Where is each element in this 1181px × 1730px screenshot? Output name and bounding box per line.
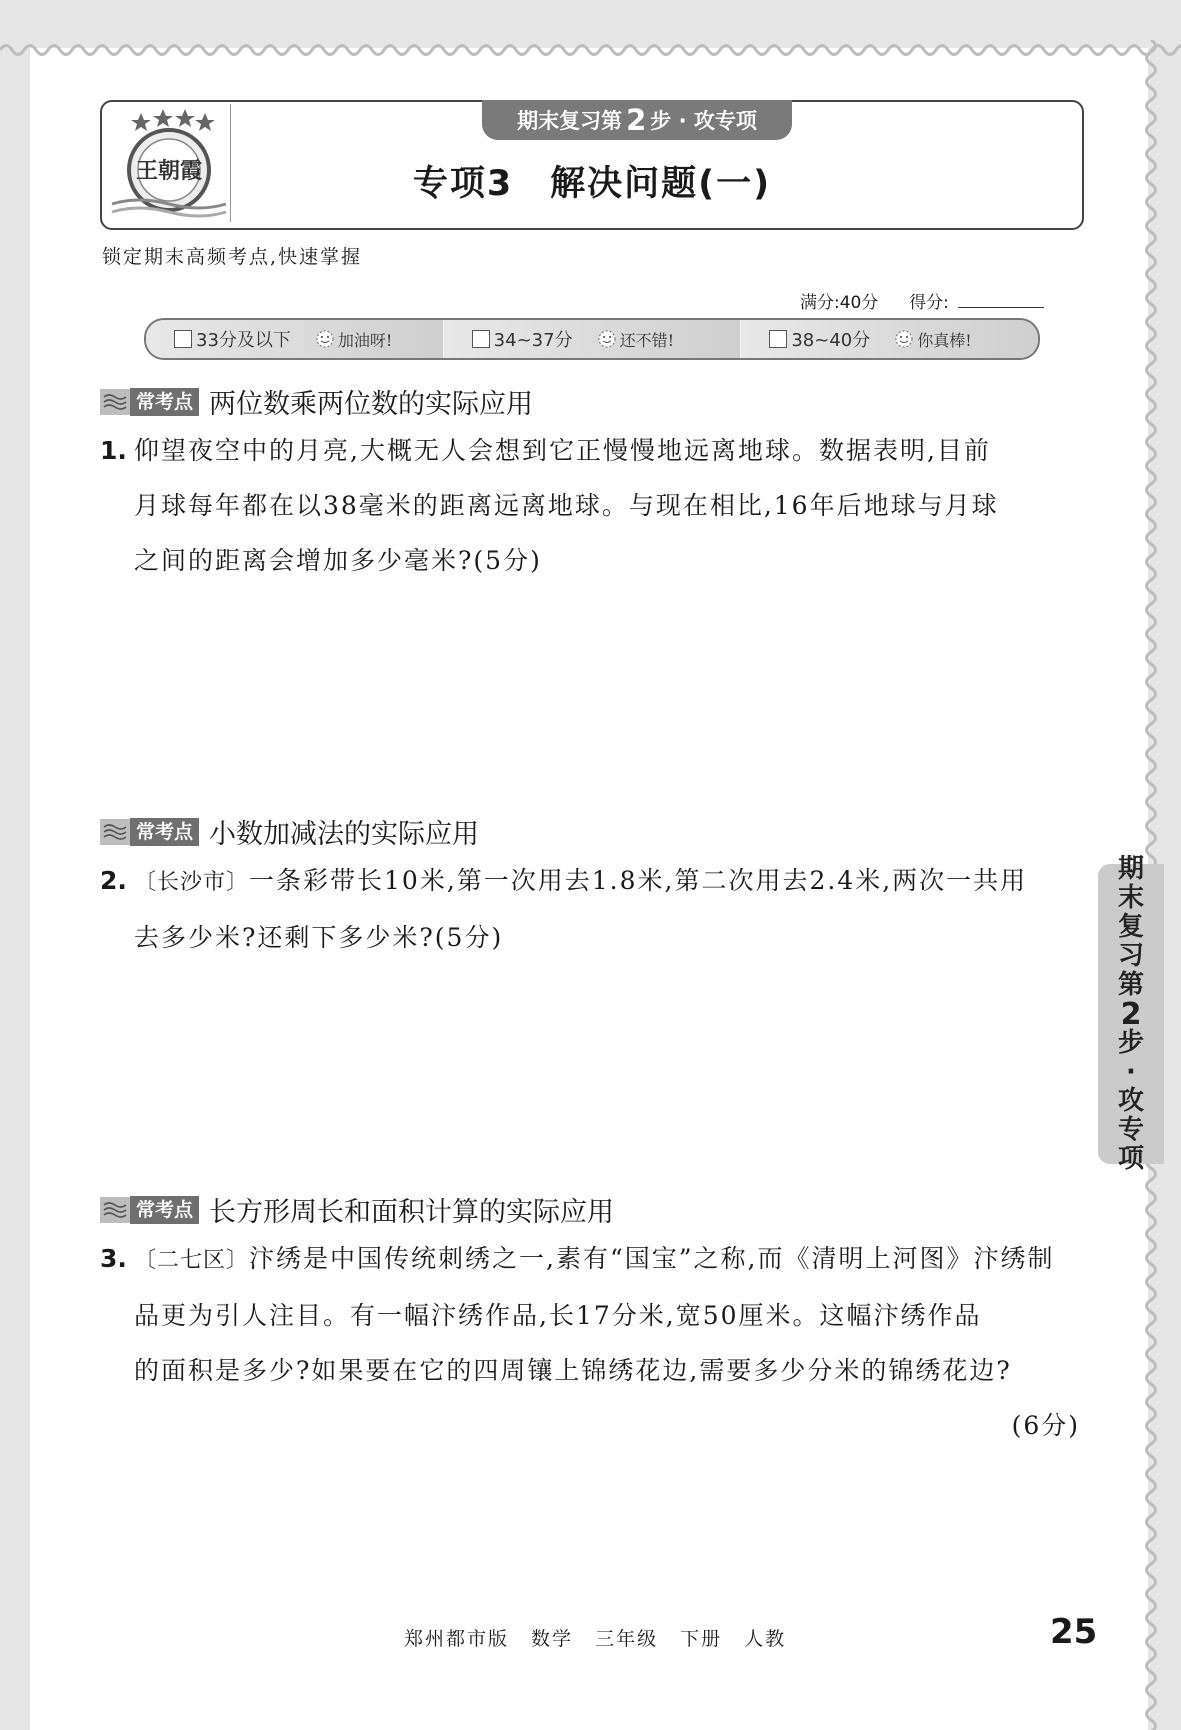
full-score-label: 满分:40分: [800, 293, 879, 313]
step-prefix: 期末复习第: [517, 109, 623, 133]
side-tab-char: 2: [1120, 996, 1142, 1032]
section-heading: [100, 1190, 614, 1229]
section-title: 两位数乘两位数的实际应用: [209, 389, 534, 420]
smiley-icon: [597, 329, 617, 349]
side-tab-char: 末: [1117, 882, 1144, 913]
question-line: 品更为引人注目。有一幅汴绣作品,长17分米,宽50厘米。这幅汴绣作品: [134, 1301, 982, 1330]
grade-option-low: [146, 320, 444, 358]
footer-info: 郑州都市版 数学 三年级 下册 人教: [404, 1628, 787, 1650]
section-heading: [100, 812, 479, 851]
tagline: 锁定期末高频考点,快速掌握: [102, 246, 363, 268]
grade-message: 你真棒!: [917, 330, 972, 350]
question-points: (6分): [1011, 1411, 1080, 1440]
question-number: 3.: [100, 1244, 127, 1273]
question-line: 月球每年都在以38毫米的距离远离地球。与现在相比,16年后地球与月球: [134, 491, 999, 520]
side-tab-char: 期: [1117, 853, 1144, 884]
question-region: 〔长沙市〕: [134, 870, 250, 895]
section-tag: 常考点: [130, 818, 199, 846]
grade-message: 还不错!: [619, 330, 674, 350]
side-tab-char: ·: [1126, 1056, 1136, 1087]
side-tab: [1098, 853, 1164, 1174]
side-tab-char: 第: [1117, 969, 1144, 1000]
question-2: [100, 853, 1080, 965]
section-title: 长方形周长和面积计算的实际应用: [209, 1197, 615, 1228]
side-tab-char: 步: [1117, 1027, 1144, 1058]
step-suffix: 步 · 攻专项: [650, 109, 757, 133]
step-number: 2: [626, 103, 647, 137]
grade-option-mid: [444, 320, 742, 358]
page-title: 专项3 解决问题(一): [412, 164, 772, 204]
smiley-icon: [894, 329, 914, 349]
question-line: 之间的距离会增加多少毫米?(5分): [134, 546, 542, 575]
question-line: 1. 仰望夜空中的月亮,大概无人会想到它正慢慢地远离地球。数据表明,目前: [100, 423, 1080, 478]
question-1: [100, 423, 1080, 588]
question-line: 去多少米?还剩下多少米?(5分): [134, 923, 504, 952]
grade-option-high: [741, 320, 1038, 358]
side-tab-char: 习: [1117, 940, 1144, 971]
wave-icon: [100, 819, 130, 845]
question-line: 的面积是多少?如果要在它的四周镶上锦绣花边,需要多少分米的锦绣花边?: [134, 1356, 1012, 1385]
section-tag: 常考点: [130, 1196, 199, 1224]
grade-range: 38~40分: [791, 330, 871, 351]
wave-icon: [100, 389, 130, 415]
grade-checkbox[interactable]: [174, 330, 192, 348]
header-box: [100, 100, 1084, 230]
section-title: 小数加减法的实际应用: [209, 819, 480, 850]
question-line: 2. 〔长沙市〕一条彩带长10米,第一次用去1.8米,第二次用去2.4米,两次一共用: [100, 853, 1080, 910]
side-tab-char: 攻: [1117, 1085, 1144, 1116]
side-tab-char: 专: [1117, 1114, 1144, 1145]
grade-checkbox[interactable]: [769, 330, 787, 348]
wave-icon: [100, 1197, 130, 1223]
grade-bar: [144, 318, 1040, 360]
section-tag: 常考点: [130, 388, 199, 416]
step-tab: [482, 100, 792, 140]
score-line: [800, 288, 1044, 313]
question-region: 〔二七区〕: [134, 1248, 250, 1273]
question-number: 2.: [100, 866, 127, 895]
section-heading: [100, 382, 533, 421]
grade-message: 加油呀!: [337, 330, 393, 350]
score-label: 得分:: [909, 293, 949, 313]
wavy-top-border: [0, 38, 1181, 62]
side-tab-char: 复: [1117, 911, 1144, 942]
grade-checkbox[interactable]: [472, 330, 490, 348]
smiley-icon: [315, 329, 335, 349]
svg-text:王朝霞: 王朝霞: [135, 158, 203, 184]
question-number: 1.: [100, 436, 127, 465]
grade-range: 33分及以下: [196, 330, 291, 351]
score-blank[interactable]: [958, 307, 1044, 308]
grade-range: 34~37分: [493, 330, 573, 351]
question-3: [100, 1231, 1080, 1453]
side-tab-char: 项: [1117, 1143, 1144, 1174]
page-number: 25: [1050, 1612, 1098, 1652]
question-line: 3. 〔二七区〕汴绣是中国传统刺绣之一,素有“国宝”之称,而《清明上河图》汴绣制: [100, 1231, 1080, 1288]
